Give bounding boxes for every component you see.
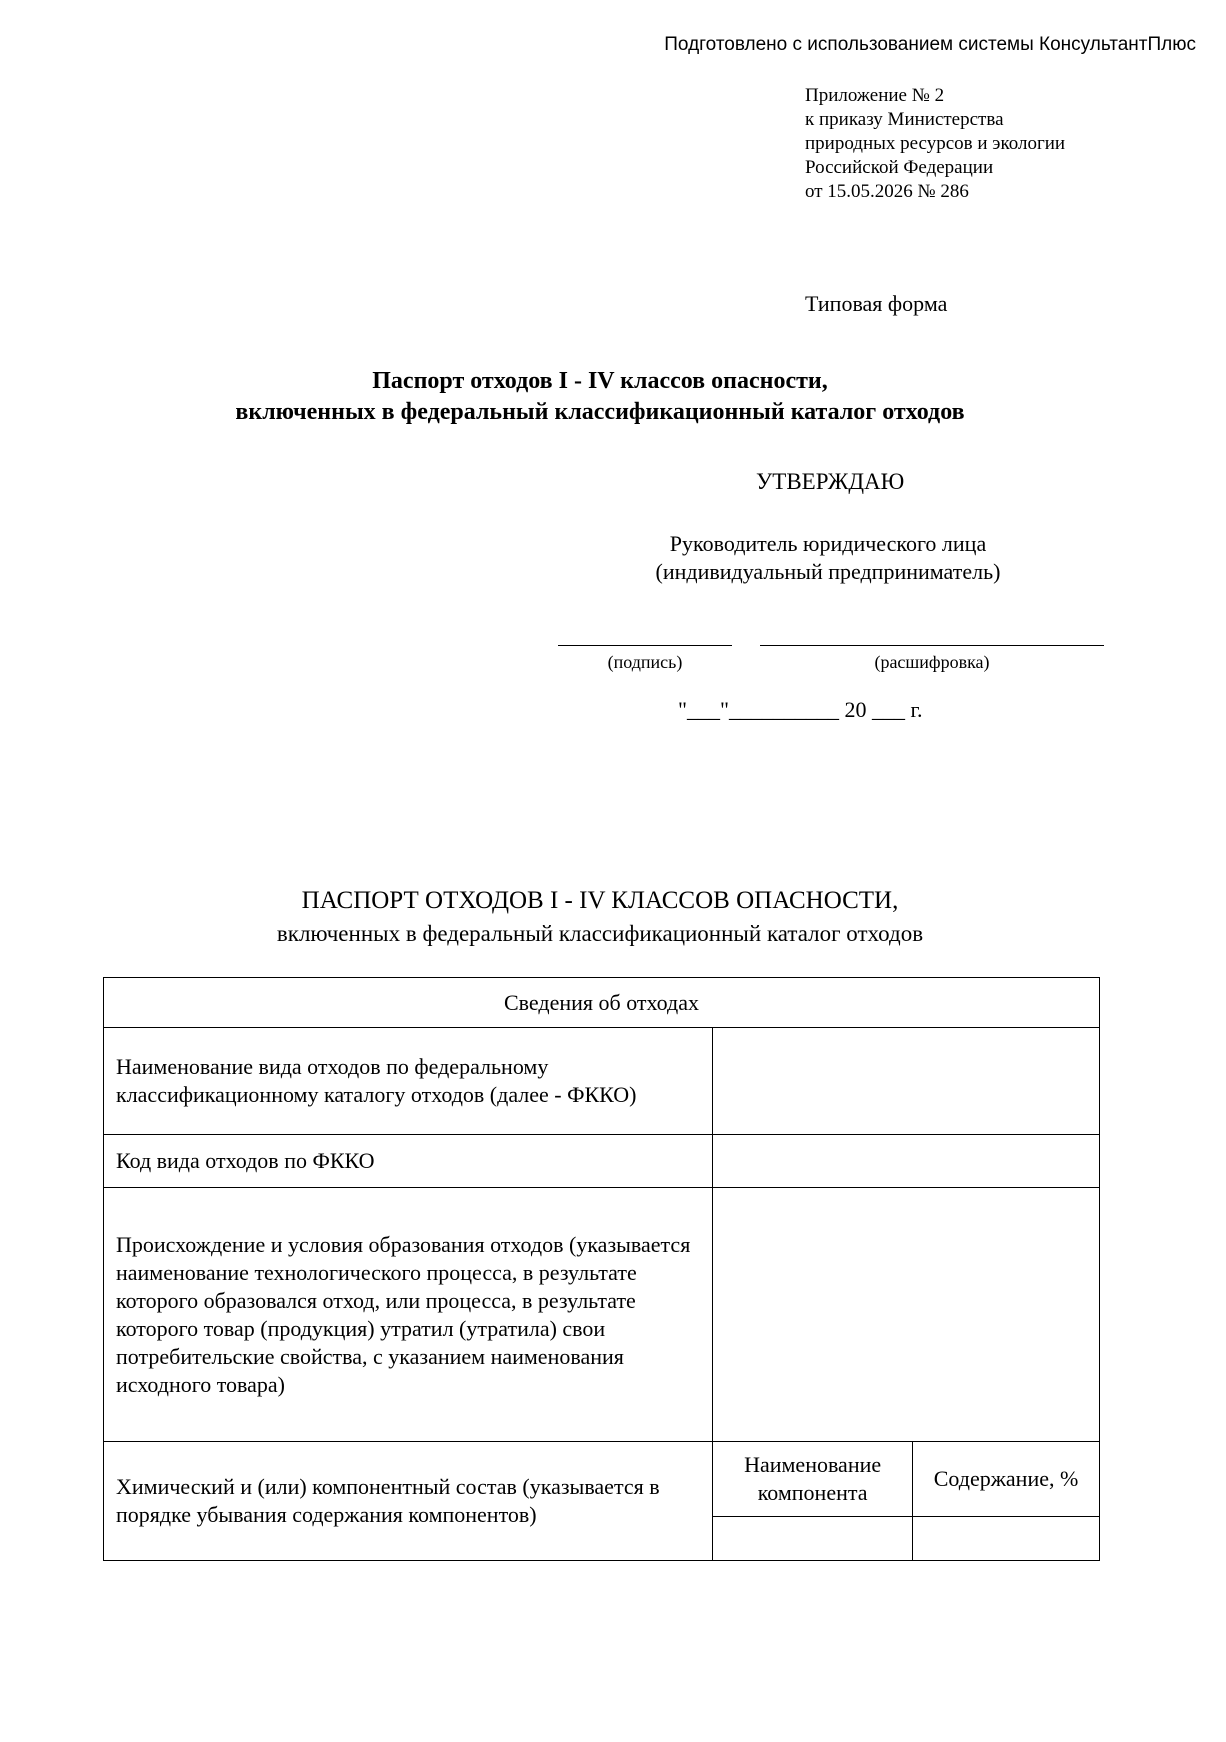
document-title xyxy=(0,366,1200,428)
cell-component-content xyxy=(913,1517,1100,1561)
table-header: Сведения об отходах xyxy=(104,978,1100,1028)
passport-title xyxy=(0,884,1200,950)
row-label-fkko-code: Код вида отходов по ФККО xyxy=(104,1135,713,1188)
row-value-waste-name xyxy=(713,1028,1100,1135)
row-value-origin xyxy=(713,1188,1100,1442)
signature-caption: (подпись) xyxy=(607,652,683,672)
document-title-line2: включенных в федеральный классификационный каталог отходов xyxy=(235,399,965,425)
approval-date-line: "___"__________ 20 ___ г. xyxy=(678,697,923,722)
approver-role xyxy=(628,530,1028,586)
appendix-block xyxy=(805,84,1065,204)
row-label-waste-name: Наименование вида отходов по федеральному классификационному каталогу отходов (далее - ФККО) xyxy=(104,1028,713,1135)
appendix-line: от 15.05.2026 № 286 xyxy=(805,181,969,202)
row-value-fkko-code xyxy=(713,1135,1100,1188)
column-header-component-name: Наименование компонента xyxy=(713,1442,913,1517)
approver-role-line2: (индивидуальный предприниматель) xyxy=(655,559,1001,584)
row-label-origin: Происхождение и условия образования отходов (указывается наименование технологического процесса, в результате которого образовался отход, или процесса, в результате которого товар (продукция) утратил (утратила) свои потребительские свойства, с указанием наименования исходного товара) xyxy=(104,1188,713,1442)
consultant-plus-note: Подготовлено с использованием системы КонсультантПлюс xyxy=(664,34,1196,55)
row-label-composition: Химический и (или) компонентный состав (указывается в порядке убывания содержания компонентов) xyxy=(104,1442,713,1561)
decoding-line xyxy=(760,645,1104,646)
signature-line xyxy=(558,645,732,646)
cell-component-name xyxy=(713,1517,913,1561)
passport-title-line2: включенных в федеральный классификационный каталог отходов xyxy=(276,921,924,946)
appendix-line: природных ресурсов и экологии xyxy=(805,133,1066,154)
appendix-line: к приказу Министерства xyxy=(805,109,1004,130)
decoding-caption: (расшифровка) xyxy=(874,652,990,672)
appendix-line: Приложение № 2 xyxy=(805,85,945,106)
approval-label: УТВЕРЖДАЮ xyxy=(756,469,905,494)
waste-info-table xyxy=(103,977,1100,1561)
column-header-content: Содержание, % xyxy=(913,1442,1100,1517)
appendix-line: Российской Федерации xyxy=(805,157,994,178)
form-type-label: Типовая форма xyxy=(805,291,948,316)
approver-role-line1: Руководитель юридического лица xyxy=(669,531,987,556)
passport-title-line1: ПАСПОРТ ОТХОДОВ I - IV КЛАССОВ ОПАСНОСТИ, xyxy=(301,887,899,914)
document-title-line1: Паспорт отходов I - IV классов опасности, xyxy=(372,368,828,394)
